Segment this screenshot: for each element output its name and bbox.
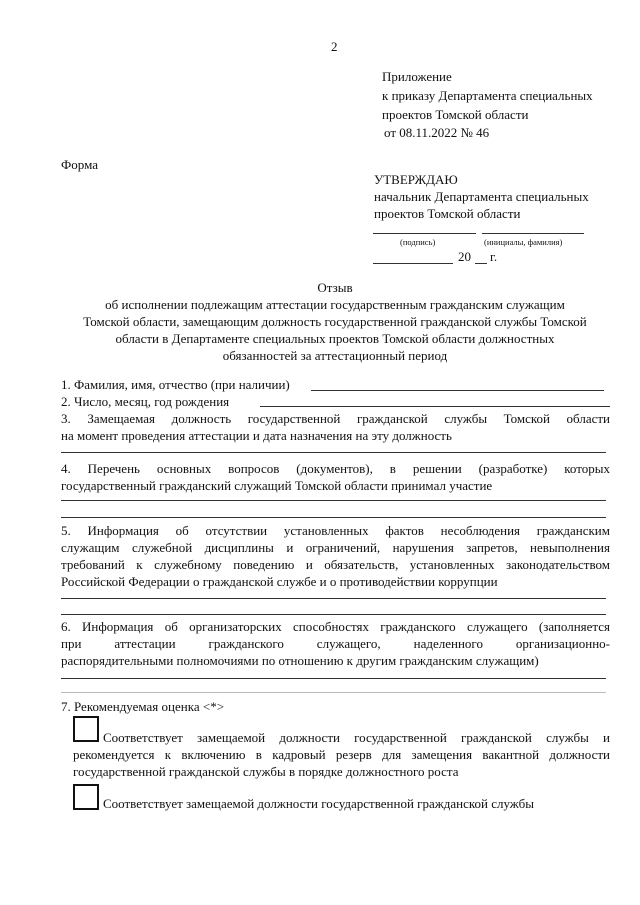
approval-position: начальник Департамента специальных: [374, 189, 589, 204]
item-3-line: 3. Замещаемая должность государственной гражданской службы Томской области: [61, 411, 610, 426]
date-year-line: [475, 263, 487, 264]
item-6-line: 6. Информация об организаторских способностях гражданского служащего (заполняется: [61, 619, 610, 634]
item-4-line: государственный гражданский служащий Томской области принимал участие: [61, 478, 493, 493]
position-match-checkbox[interactable]: [73, 784, 99, 810]
item-5-line: требований к служебному поведению и обязательств, установленных законодательством: [61, 557, 610, 572]
date-line: [373, 263, 453, 264]
option-a-line: Соответствует замещаемой должности государственной гражданской службы и: [103, 730, 610, 745]
heading-line: Томской области, замещающим должность государственной гражданской службы Томской: [83, 314, 587, 329]
discipline-info-field-line[interactable]: [61, 614, 606, 615]
item-5-line: служащим служебной дисциплины и ограничений, нарушения запретов, невыполнения: [61, 540, 610, 555]
date-suffix: г.: [490, 249, 498, 264]
approval-title: УТВЕРЖДАЮ: [374, 172, 458, 187]
appendix-line: Приложение: [382, 69, 452, 84]
item-5-line: Российской Федерации о гражданской службе и о противодействии коррупции: [61, 574, 498, 589]
page-number: 2: [331, 39, 338, 54]
item-6-line: распорядительными полномочиями по отношению к другим гражданским служащим): [61, 653, 539, 668]
heading-line: об исполнении подлежащим аттестации государственным гражданским служащим: [105, 297, 565, 312]
item-3-line: на момент проведения аттестации и дата назначения на эту должность: [61, 428, 452, 443]
recommend-reserve-checkbox[interactable]: [73, 716, 99, 742]
organizational-skills-field-line[interactable]: [61, 692, 606, 693]
initials-line: [482, 233, 584, 234]
option-a-line: рекомендуется к включению в кадровый резерв для замещения вакантной должности: [73, 747, 610, 762]
item-4-line: 4. Перечень основных вопросов (документов), в решении (разработке) которых: [61, 461, 610, 476]
item-1-label: 1. Фамилия, имя, отчество (при наличии): [61, 377, 290, 392]
appendix-line: проектов Томской области: [382, 107, 529, 122]
discipline-info-field-line[interactable]: [61, 598, 606, 599]
form-label: Форма: [61, 157, 98, 172]
item-5-line: 5. Информация об отсутствии установленных фактов несоблюдения гражданским: [61, 523, 610, 538]
item-2-label: 2. Число, месяц, год рождения: [61, 394, 230, 409]
initials-caption: (инициалы, фамилия): [484, 237, 563, 247]
heading-line: обязанностей за аттестационный период: [222, 348, 448, 363]
approval-position: проектов Томской области: [374, 206, 521, 221]
position-field[interactable]: [61, 452, 606, 453]
full-name-field[interactable]: [311, 390, 604, 391]
option-b-text: Соответствует замещаемой должности государственной гражданской службы: [103, 796, 534, 811]
signature-line: [373, 233, 476, 234]
key-issues-field-line[interactable]: [61, 517, 606, 518]
appendix-line: от 08.11.2022 № 46: [384, 125, 490, 140]
heading-title: Отзыв: [317, 280, 353, 295]
birth-date-field[interactable]: [260, 406, 610, 407]
option-a-line: государственной гражданской службы в порядке должностного роста: [73, 764, 459, 779]
item-6-line: при аттестации гражданского служащего, наделенного организационно-: [61, 636, 610, 651]
signature-caption: (подпись): [400, 237, 436, 247]
heading-line: области в Департаменте специальных проектов Томской области должностных: [115, 331, 555, 346]
key-issues-field-line[interactable]: [61, 500, 606, 501]
date-year: 20: [458, 249, 471, 264]
item-7-title: 7. Рекомендуемая оценка <*>: [61, 699, 225, 714]
appendix-line: к приказу Департамента специальных: [382, 88, 593, 103]
organizational-skills-field-line[interactable]: [61, 678, 606, 679]
